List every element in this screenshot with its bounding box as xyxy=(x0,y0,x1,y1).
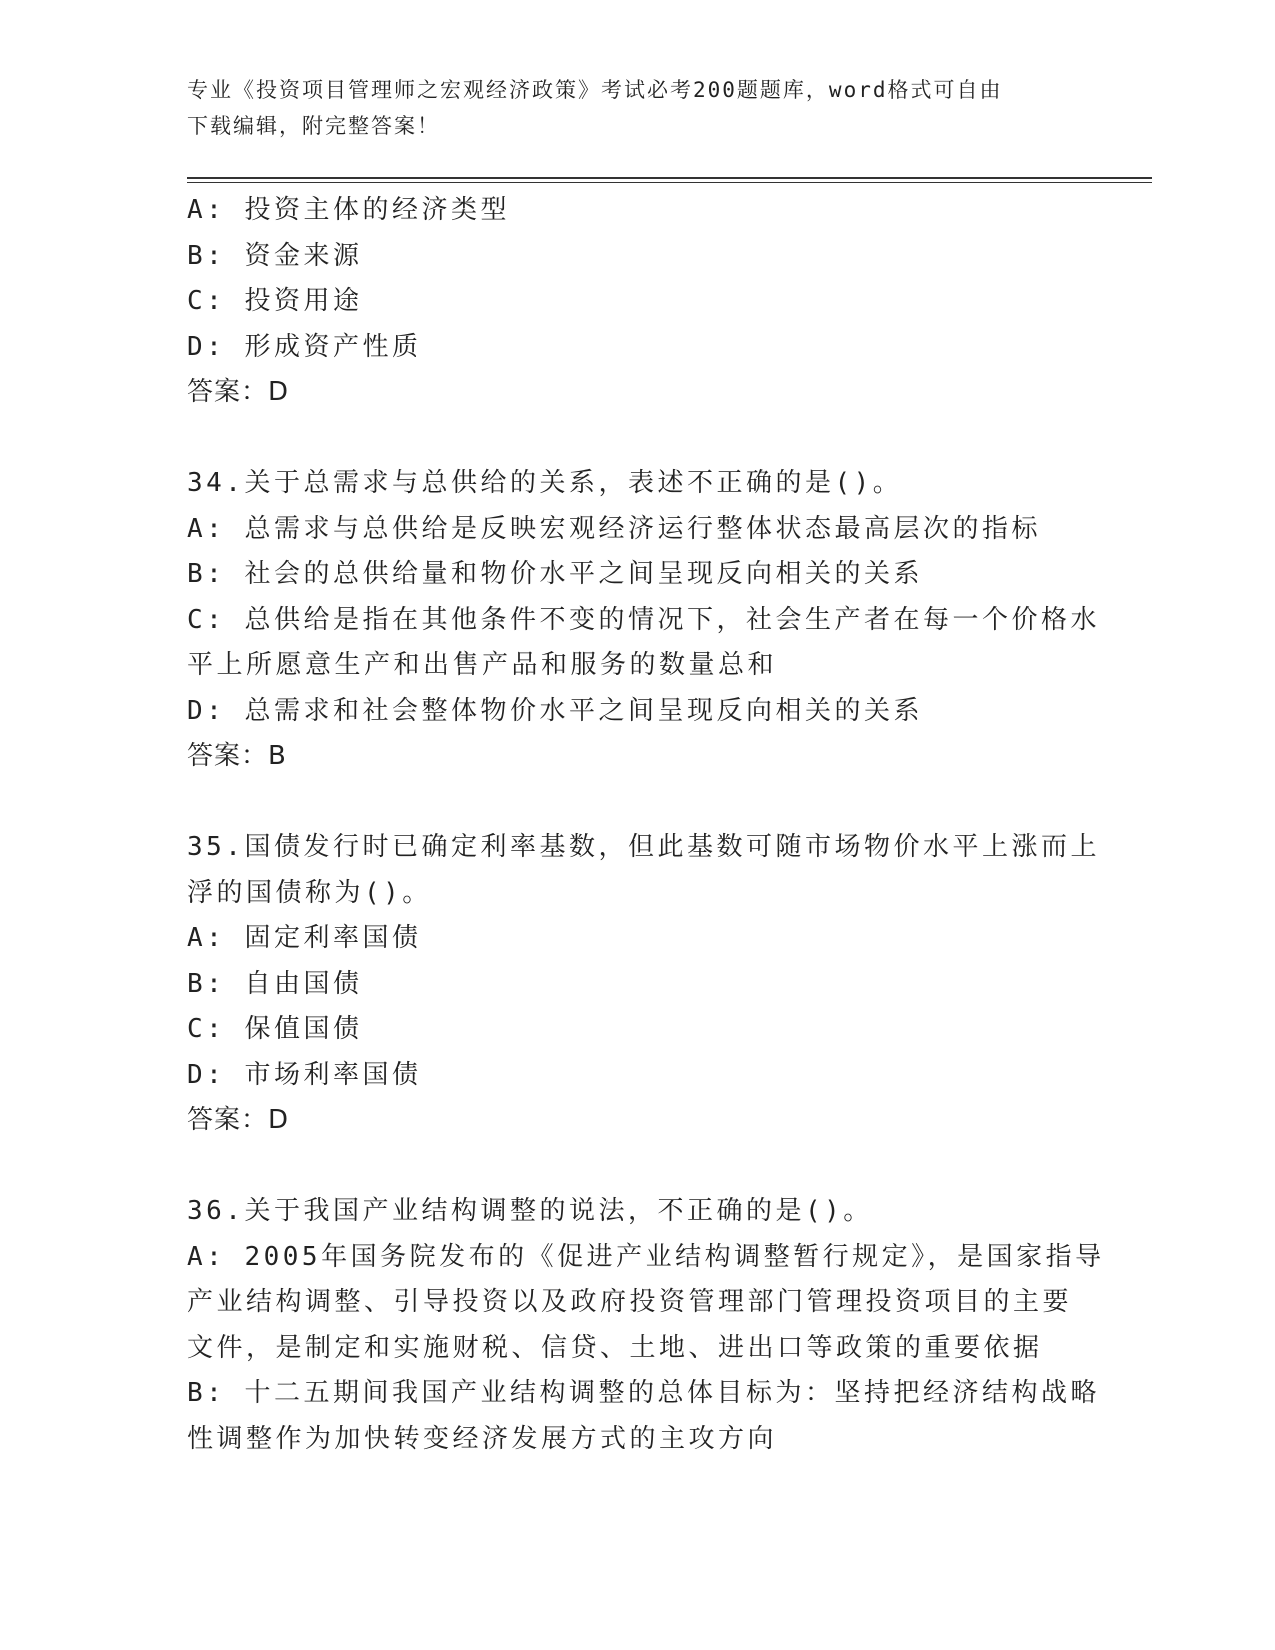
answer: 答案：B xyxy=(187,741,287,771)
option-b-continued: 性调整作为加快转变经济发展方式的主攻方向 xyxy=(187,1423,778,1454)
answer: 答案：D xyxy=(187,377,290,407)
header-line-1: 专业《投资项目管理师之宏观经济政策》考试必考200题题库，word格式可自由 xyxy=(187,78,1003,102)
option-b: B: 社会的总供给量和物价水平之间呈现反向相关的关系 xyxy=(187,559,923,589)
option-a: A: 投资主体的经济类型 xyxy=(187,195,510,225)
question-gap xyxy=(187,1144,1087,1190)
option-d: D: 市场利率国债 xyxy=(187,1059,422,1090)
question-stem: 36.关于我国产业结构调整的说法，不正确的是()。 xyxy=(187,1196,873,1226)
option-b: B: 十二五期间我国产业结构调整的总体目标为：坚持把经济结构战略 xyxy=(187,1378,1100,1408)
option-a-continued: 文件，是制定和实施财税、信贷、土地、进出口等政策的重要依据 xyxy=(187,1332,1043,1363)
document-header xyxy=(187,72,1067,144)
header-line-2: 下载编辑，附完整答案！ xyxy=(187,114,440,138)
question-gap xyxy=(187,416,1087,462)
option-b: B: 资金来源 xyxy=(187,240,363,271)
question-stem: 35.国债发行时已确定利率基数，但此基数可随市场物价水平上涨而上 xyxy=(187,832,1100,862)
answer: 答案：D xyxy=(187,1105,290,1135)
option-a: A: 固定利率国债 xyxy=(187,923,422,953)
question-34 xyxy=(187,461,1100,780)
header-rule-thick xyxy=(187,177,1152,179)
question-stem-continued: 浮的国债称为()。 xyxy=(187,877,432,908)
option-a: A: 2005年国务院发布的《促进产业结构调整暂行规定》，是国家指导 xyxy=(187,1241,1105,1272)
option-d: D: 形成资产性质 xyxy=(187,331,422,362)
option-a-continued: 产业结构调整、引导投资以及政府投资管理部门管理投资项目的主要 xyxy=(187,1287,1073,1317)
question-35 xyxy=(187,825,1100,1144)
question-gap xyxy=(187,780,1087,826)
question-36 xyxy=(187,1189,1105,1462)
option-a: A: 总需求与总供给是反映宏观经济运行整体状态最高层次的指标 xyxy=(187,513,1041,544)
question-33-options xyxy=(187,188,1087,416)
option-c: C: 保值国债 xyxy=(187,1014,363,1044)
header-rule-thin xyxy=(187,182,1152,183)
option-c-continued: 平上所愿意生产和出售产品和服务的数量总和 xyxy=(187,650,778,680)
question-stem: 34.关于总需求与总供给的关系，表述不正确的是()。 xyxy=(187,468,903,498)
option-d: D: 总需求和社会整体物价水平之间呈现反向相关的关系 xyxy=(187,695,923,726)
option-b: B: 自由国债 xyxy=(187,968,363,999)
question-list xyxy=(187,188,1105,1462)
option-c: C: 投资用途 xyxy=(187,286,363,316)
option-c: C: 总供给是指在其他条件不变的情况下，社会生产者在每一个价格水 xyxy=(187,604,1100,635)
